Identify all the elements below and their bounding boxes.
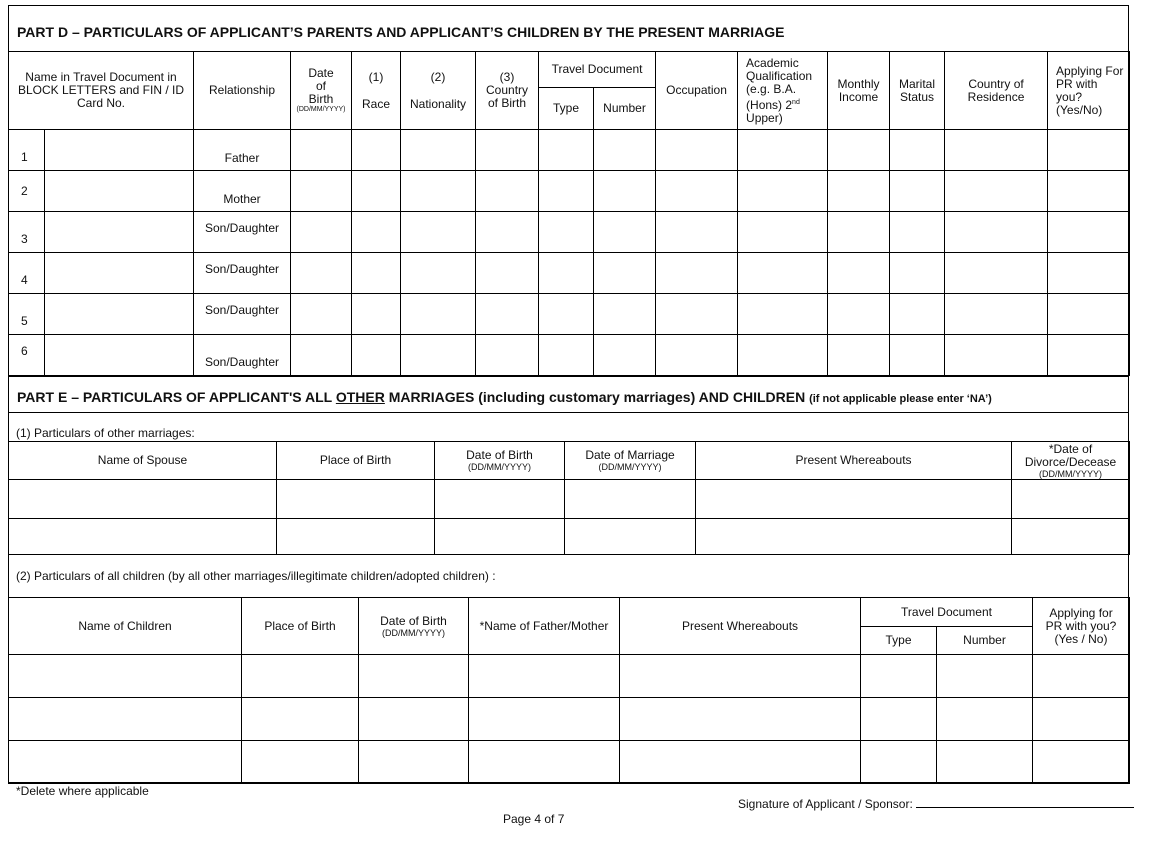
input-cell[interactable] [656, 130, 738, 171]
input-cell[interactable] [401, 171, 476, 212]
input-cell[interactable] [594, 294, 656, 335]
input-cell[interactable] [1048, 130, 1130, 171]
signature-line[interactable] [916, 797, 1134, 808]
input-cell[interactable] [539, 212, 594, 253]
children-table [8, 597, 1130, 784]
page-number: Page 4 of 7 [503, 812, 565, 826]
part-d-row [9, 130, 1130, 171]
input-cell[interactable] [1048, 212, 1130, 253]
signature-label: Signature of Applicant / Sponsor: [738, 797, 913, 811]
input-cell[interactable] [291, 212, 352, 253]
row-number: 5 [9, 294, 45, 335]
part-d-table [8, 51, 1130, 376]
header-residence: Country of Residence [945, 52, 1048, 130]
input-cell[interactable] [352, 294, 401, 335]
name-input-cell[interactable] [45, 171, 194, 212]
input-cell[interactable] [476, 171, 539, 212]
c-header-pob: Place of Birth [242, 598, 359, 655]
c-header-dob: Date of Birth (DD/MM/YYYY) [359, 598, 469, 655]
input-cell[interactable] [539, 294, 594, 335]
input-cell[interactable] [890, 130, 945, 171]
header-name: Name in Travel Document in BLOCK LETTERS and FIN / ID Card No. [9, 52, 194, 130]
relationship-cell: Mother [194, 171, 291, 212]
relationship-cell: Son/Daughter [194, 212, 291, 253]
input-cell[interactable] [656, 335, 738, 376]
input-cell[interactable] [738, 212, 828, 253]
part-d-row [9, 212, 1130, 253]
input-cell[interactable] [828, 294, 890, 335]
input-cell[interactable] [352, 253, 401, 294]
input-cell[interactable] [291, 253, 352, 294]
relationship-cell: Son/Daughter [194, 335, 291, 376]
input-cell[interactable] [656, 294, 738, 335]
input-cell[interactable] [539, 130, 594, 171]
input-cell[interactable] [291, 130, 352, 171]
name-input-cell[interactable] [45, 212, 194, 253]
input-cell[interactable] [890, 335, 945, 376]
header-country-of-birth: (3) Country of Birth [476, 52, 539, 130]
input-cell[interactable] [476, 335, 539, 376]
marriage-row [9, 480, 1130, 519]
input-cell[interactable] [890, 212, 945, 253]
m-header-divorce: *Date of Divorce/Decease (DD/MM/YYYY) [1012, 442, 1130, 480]
header-academic: Academic Qualification (e.g. B.A. (Hons) 2nd Upper) [738, 52, 828, 130]
header-number: Number [594, 88, 656, 130]
input-cell[interactable] [1048, 335, 1130, 376]
header-nationality: (2) Nationality [401, 52, 476, 130]
input-cell[interactable] [291, 294, 352, 335]
input-cell[interactable] [738, 253, 828, 294]
input-cell[interactable] [539, 171, 594, 212]
input-cell[interactable] [476, 253, 539, 294]
name-input-cell[interactable] [45, 335, 194, 376]
input-cell[interactable] [656, 171, 738, 212]
m-header-dom: Date of Marriage (DD/MM/YYYY) [565, 442, 696, 480]
name-input-cell[interactable] [45, 130, 194, 171]
c-header-name: Name of Children [9, 598, 242, 655]
c-header-applying: Applying for PR with you? (Yes / No) [1033, 598, 1130, 655]
input-cell[interactable] [401, 294, 476, 335]
input-cell[interactable] [738, 171, 828, 212]
header-income: Monthly Income [828, 52, 890, 130]
part-d-title: PART D – PARTICULARS OF APPLICANT’S PARENTS AND APPLICANT’S CHILDREN BY THE PRESENT MARRIAGE [17, 24, 785, 40]
m-header-spouse: Name of Spouse [9, 442, 277, 480]
input-cell[interactable] [352, 171, 401, 212]
part-d-row [9, 253, 1130, 294]
input-cell[interactable] [291, 171, 352, 212]
input-cell[interactable] [476, 294, 539, 335]
input-cell[interactable] [656, 212, 738, 253]
name-input-cell[interactable] [45, 294, 194, 335]
marriage-row [9, 519, 1130, 555]
input-cell[interactable] [401, 130, 476, 171]
input-cell[interactable] [945, 130, 1048, 171]
m-header-pob: Place of Birth [277, 442, 435, 480]
c-header-type: Type [861, 627, 937, 655]
input-cell[interactable] [738, 335, 828, 376]
input-cell[interactable] [828, 212, 890, 253]
relationship-cell: Son/Daughter [194, 294, 291, 335]
signature-field[interactable] [738, 797, 1134, 811]
input-cell[interactable] [594, 130, 656, 171]
header-marital: Marital Status [890, 52, 945, 130]
input-cell[interactable] [1048, 171, 1130, 212]
marriages-table [8, 441, 1130, 555]
input-cell[interactable] [594, 253, 656, 294]
input-cell[interactable] [828, 130, 890, 171]
input-cell[interactable] [656, 253, 738, 294]
input-cell[interactable] [352, 335, 401, 376]
part-d-row [9, 171, 1130, 212]
input-cell[interactable] [401, 335, 476, 376]
input-cell[interactable] [401, 253, 476, 294]
input-cell[interactable] [539, 253, 594, 294]
name-input-cell[interactable] [45, 253, 194, 294]
input-cell[interactable] [352, 130, 401, 171]
relationship-cell: Son/Daughter [194, 253, 291, 294]
row-number: 6 [9, 335, 45, 376]
input-cell[interactable] [476, 212, 539, 253]
m-header-dob: Date of Birth (DD/MM/YYYY) [435, 442, 565, 480]
input-cell[interactable] [539, 335, 594, 376]
c-header-parent: *Name of Father/Mother [469, 598, 620, 655]
row-number: 1 [9, 130, 45, 171]
row-number: 4 [9, 253, 45, 294]
child-row [9, 741, 1130, 784]
input-cell[interactable] [594, 171, 656, 212]
children-label: (2) Particulars of all children (by all other marriages/illegitimate children/adopted children) : [16, 569, 496, 583]
header-travel-document: Travel Document [539, 52, 656, 88]
child-row [9, 698, 1130, 741]
row-number: 2 [9, 171, 45, 212]
input-cell[interactable] [828, 253, 890, 294]
input-cell[interactable] [828, 335, 890, 376]
row-number: 3 [9, 212, 45, 253]
input-cell[interactable] [890, 294, 945, 335]
input-cell[interactable] [890, 171, 945, 212]
input-cell[interactable] [291, 335, 352, 376]
input-cell[interactable] [738, 130, 828, 171]
part-d-title-row [9, 5, 1128, 52]
input-cell[interactable] [945, 253, 1048, 294]
header-dob: Date of Birth (DD/MM/YYYY) [291, 52, 352, 130]
input-cell[interactable] [1048, 253, 1130, 294]
input-cell[interactable] [828, 171, 890, 212]
c-header-travel-document: Travel Document [861, 598, 1033, 627]
input-cell[interactable] [352, 212, 401, 253]
header-relationship: Relationship [194, 52, 291, 130]
c-header-whereabouts: Present Whereabouts [620, 598, 861, 655]
marriages-label: (1) Particulars of other marriages: [16, 426, 195, 440]
input-cell[interactable] [594, 212, 656, 253]
part-d-row [9, 335, 1130, 376]
input-cell[interactable] [890, 253, 945, 294]
header-occupation: Occupation [656, 52, 738, 130]
input-cell[interactable] [594, 335, 656, 376]
input-cell[interactable] [738, 294, 828, 335]
delete-note: *Delete where applicable [16, 784, 149, 798]
input-cell[interactable] [945, 335, 1048, 376]
header-type: Type [539, 88, 594, 130]
header-applying: Applying For PR with you? (Yes/No) [1048, 52, 1130, 130]
input-cell[interactable] [401, 212, 476, 253]
input-cell[interactable] [945, 171, 1048, 212]
input-cell[interactable] [476, 130, 539, 171]
part-e-title-row [9, 376, 1128, 413]
part-d-row [9, 294, 1130, 335]
child-row [9, 655, 1130, 698]
input-cell[interactable] [945, 212, 1048, 253]
c-header-number: Number [937, 627, 1033, 655]
m-header-whereabouts: Present Whereabouts [696, 442, 1012, 480]
input-cell[interactable] [945, 294, 1048, 335]
input-cell[interactable] [1048, 294, 1130, 335]
relationship-cell: Father [194, 130, 291, 171]
header-race: (1) Race [352, 52, 401, 130]
part-e-title: PART E – PARTICULARS OF APPLICANT'S ALL OTHER MARRIAGES (including customary marriages) AND CHILDREN (if not applicable please enter ‘NA’) [17, 389, 992, 405]
